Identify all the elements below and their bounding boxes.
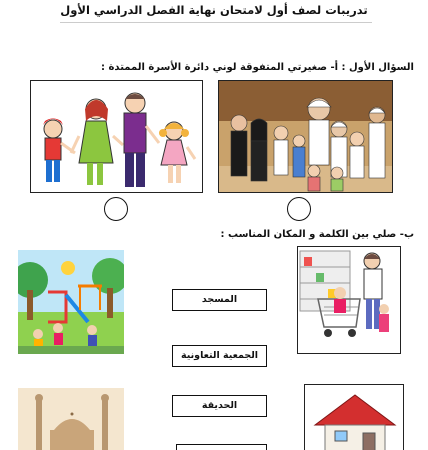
page-title: تدريبات لصف أول لامتحان نهاية الفصل الدراسي الأول (60, 3, 368, 17)
title-underline (60, 22, 372, 23)
extended-family-image (219, 81, 393, 193)
word-mosque[interactable]: المسجد (172, 289, 267, 311)
playground-picture (18, 250, 124, 354)
nuclear-family-image (31, 81, 203, 193)
supermarket-image (298, 247, 401, 354)
nuclear-family-circle[interactable] (104, 197, 128, 221)
extended-family-circle[interactable] (287, 197, 311, 221)
supermarket-frame (297, 246, 401, 354)
word-cooperative[interactable]: الجمعية التعاونية (172, 345, 267, 367)
house-frame (304, 384, 404, 450)
mosque-image (18, 388, 124, 450)
extended-family-frame (218, 80, 393, 193)
playground-image (18, 250, 124, 354)
word-box-empty[interactable] (176, 444, 267, 450)
word-park[interactable]: الحديقة (172, 395, 267, 417)
question-one: السؤال الأول : أ- صغيرتي المتفوقة لوني دائرة الأسرة الممتدة : (101, 62, 414, 73)
question-two: ب- صلي بين الكلمة و المكان المناسب : (220, 229, 414, 240)
mosque-picture (18, 388, 124, 450)
nuclear-family-frame (30, 80, 203, 193)
house-image (305, 385, 404, 450)
